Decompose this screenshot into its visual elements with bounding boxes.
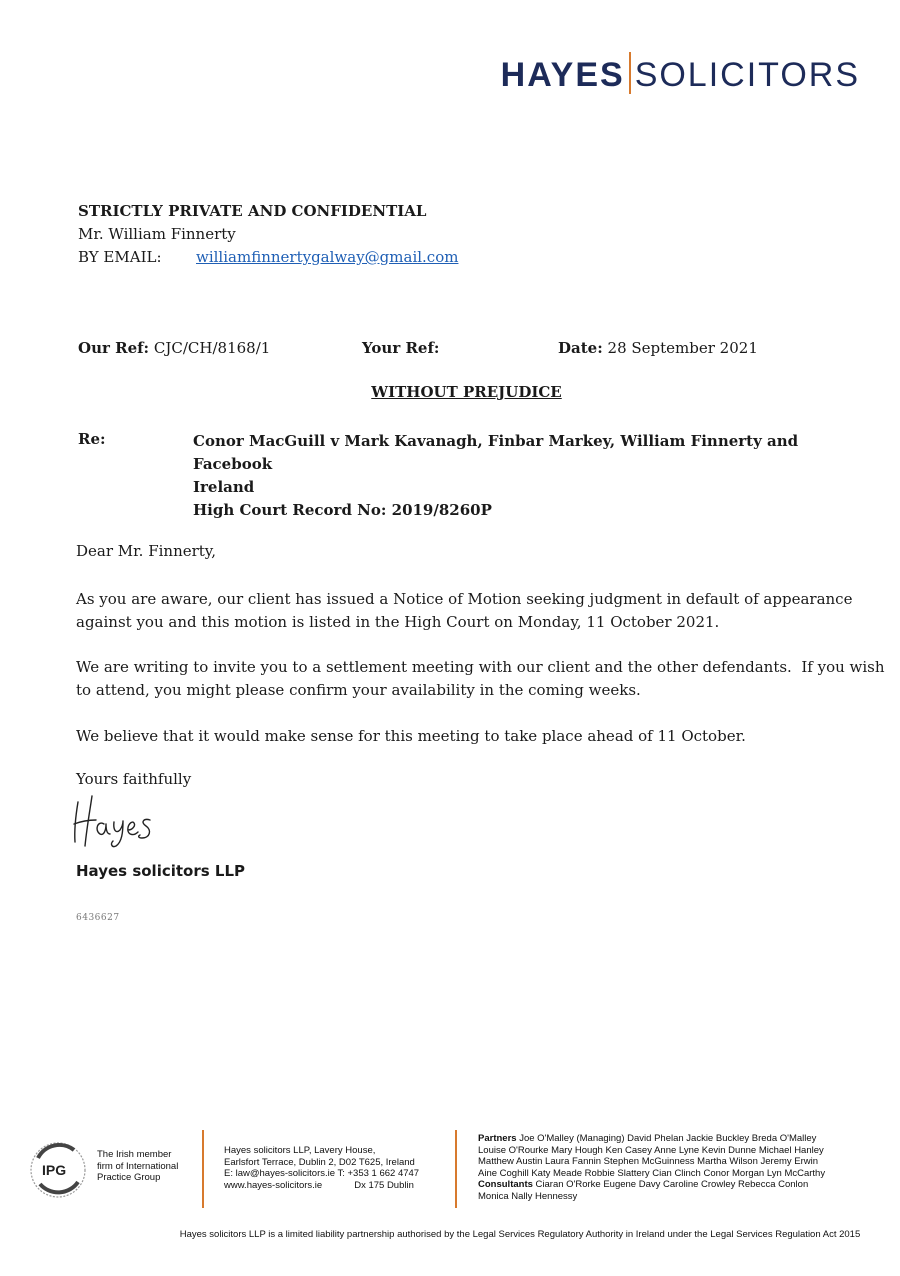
paragraph-1-line-1: As you are aware, our client has issued a Notice of Motion seeking judgment in default of appearance [76, 590, 853, 608]
footer-divider-right [455, 1130, 457, 1208]
address-line-1: Hayes solicitors LLP, Lavery House, [224, 1145, 376, 1156]
date-value: 28 September 2021 [607, 339, 758, 357]
website-link[interactable]: www.hayes-solicitors.ie [224, 1179, 323, 1191]
ipg-line-1: The Irish member [97, 1149, 172, 1160]
paragraph-2 [76, 656, 885, 702]
ipg-logo-text: IPG [42, 1162, 67, 1178]
our-ref-label: Our Ref: [78, 339, 150, 357]
footer-divider-left [202, 1130, 204, 1208]
address-line-4 [224, 1180, 449, 1192]
your-ref-label: Your Ref: [362, 339, 440, 357]
legal-notice: Hayes solicitors LLP is a limited liability partnership authorised by the Legal Services Regulatory Authority in Ireland under the Legal Services Regulation Act 2015 [179, 1229, 861, 1240]
letter-date [558, 339, 758, 357]
partners-line-3: Matthew Austin Laura Fannin Stephen McGuinness Martha Wilson Jeremy Erwin [478, 1156, 819, 1167]
paragraph-2-line-1: We are writing to invite you to a settlement meeting with our client and the other defendants. If you wish [76, 658, 885, 676]
dx-number: Dx 175 Dublin [354, 1179, 414, 1191]
paragraph-2-line-2: to attend, you might please confirm your availability in the coming weeks. [76, 681, 641, 699]
ipg-logo [28, 1140, 88, 1200]
re-line-2: Ireland [193, 478, 255, 496]
addressee-name: Mr. William Finnerty [78, 225, 236, 243]
ipg-description [97, 1149, 197, 1184]
re-label: Re: [78, 430, 106, 448]
our-ref-value: CJC/CH/8168/1 [153, 339, 271, 357]
consultants-line-1 [478, 1179, 878, 1191]
re-subject [193, 430, 853, 522]
handwritten-signature [70, 790, 162, 848]
logo-name-bold: HAYES [500, 56, 625, 94]
our-ref [78, 339, 270, 357]
partners-list [478, 1133, 878, 1202]
consultants-line-2: Monica Nally Hennessy [478, 1190, 578, 1202]
paragraph-1 [76, 588, 856, 634]
re-line-1: Conor MacGuill v Mark Kavanagh, Finbar Markey, William Finnerty and Facebook [193, 432, 799, 473]
date-label: Date: [558, 339, 603, 357]
closing: Yours faithfully [76, 770, 192, 788]
logo-name-light: SOLICITORS [634, 56, 860, 94]
paragraph-3: We believe that it would make sense for this meeting to take place ahead of 11 October. [76, 727, 746, 745]
ipg-line-3: Practice Group [97, 1172, 161, 1183]
logo-divider [629, 52, 631, 94]
without-prejudice-heading: WITHOUT PREJUDICE [371, 383, 562, 401]
consultants-label: Consultants [478, 1179, 533, 1190]
firm-address [224, 1145, 449, 1191]
ipg-line-2: firm of International [97, 1160, 179, 1172]
partners-label: Partners [478, 1133, 517, 1144]
by-email-label: BY EMAIL: [78, 248, 162, 266]
address-line-2: Earlsfort Terrace, Dublin 2, D02 T625, Ireland [224, 1156, 415, 1168]
partners-line-1 [478, 1133, 878, 1145]
address-line-3: E: law@hayes-solicitors.ie T: +353 1 662 4747 [224, 1168, 420, 1179]
firm-signoff: Hayes solicitors LLP [76, 862, 245, 880]
partners-names-1: Joe O'Malley (Managing) David Phelan Jackie Buckley Breda O'Malley [519, 1133, 817, 1144]
consultants-names-1: Ciaran O'Rorke Eugene Davy Caroline Crowley Rebecca Conlon [535, 1179, 809, 1190]
email-link[interactable]: williamfinnertygalway@gmail.com [196, 248, 459, 266]
re-line-3: High Court Record No: 2019/8260P [193, 501, 492, 519]
confidential-heading: STRICTLY PRIVATE AND CONFIDENTIAL [78, 202, 427, 220]
salutation: Dear Mr. Finnerty, [76, 542, 217, 560]
partners-line-2: Louise O'Rourke Mary Hough Ken Casey Anne Lyne Kevin Dunne Michael Hanley [478, 1144, 824, 1156]
partners-line-4: Aine Coghill Katy Meade Robbie Slattery Cian Clinch Conor Morgan Lyn McCarthy [478, 1167, 826, 1179]
firm-logo [501, 52, 860, 95]
paragraph-1-line-2: against you and this motion is listed in the High Court on Monday, 11 October 2021. [76, 613, 720, 631]
document-number: 6436627 [76, 913, 120, 923]
